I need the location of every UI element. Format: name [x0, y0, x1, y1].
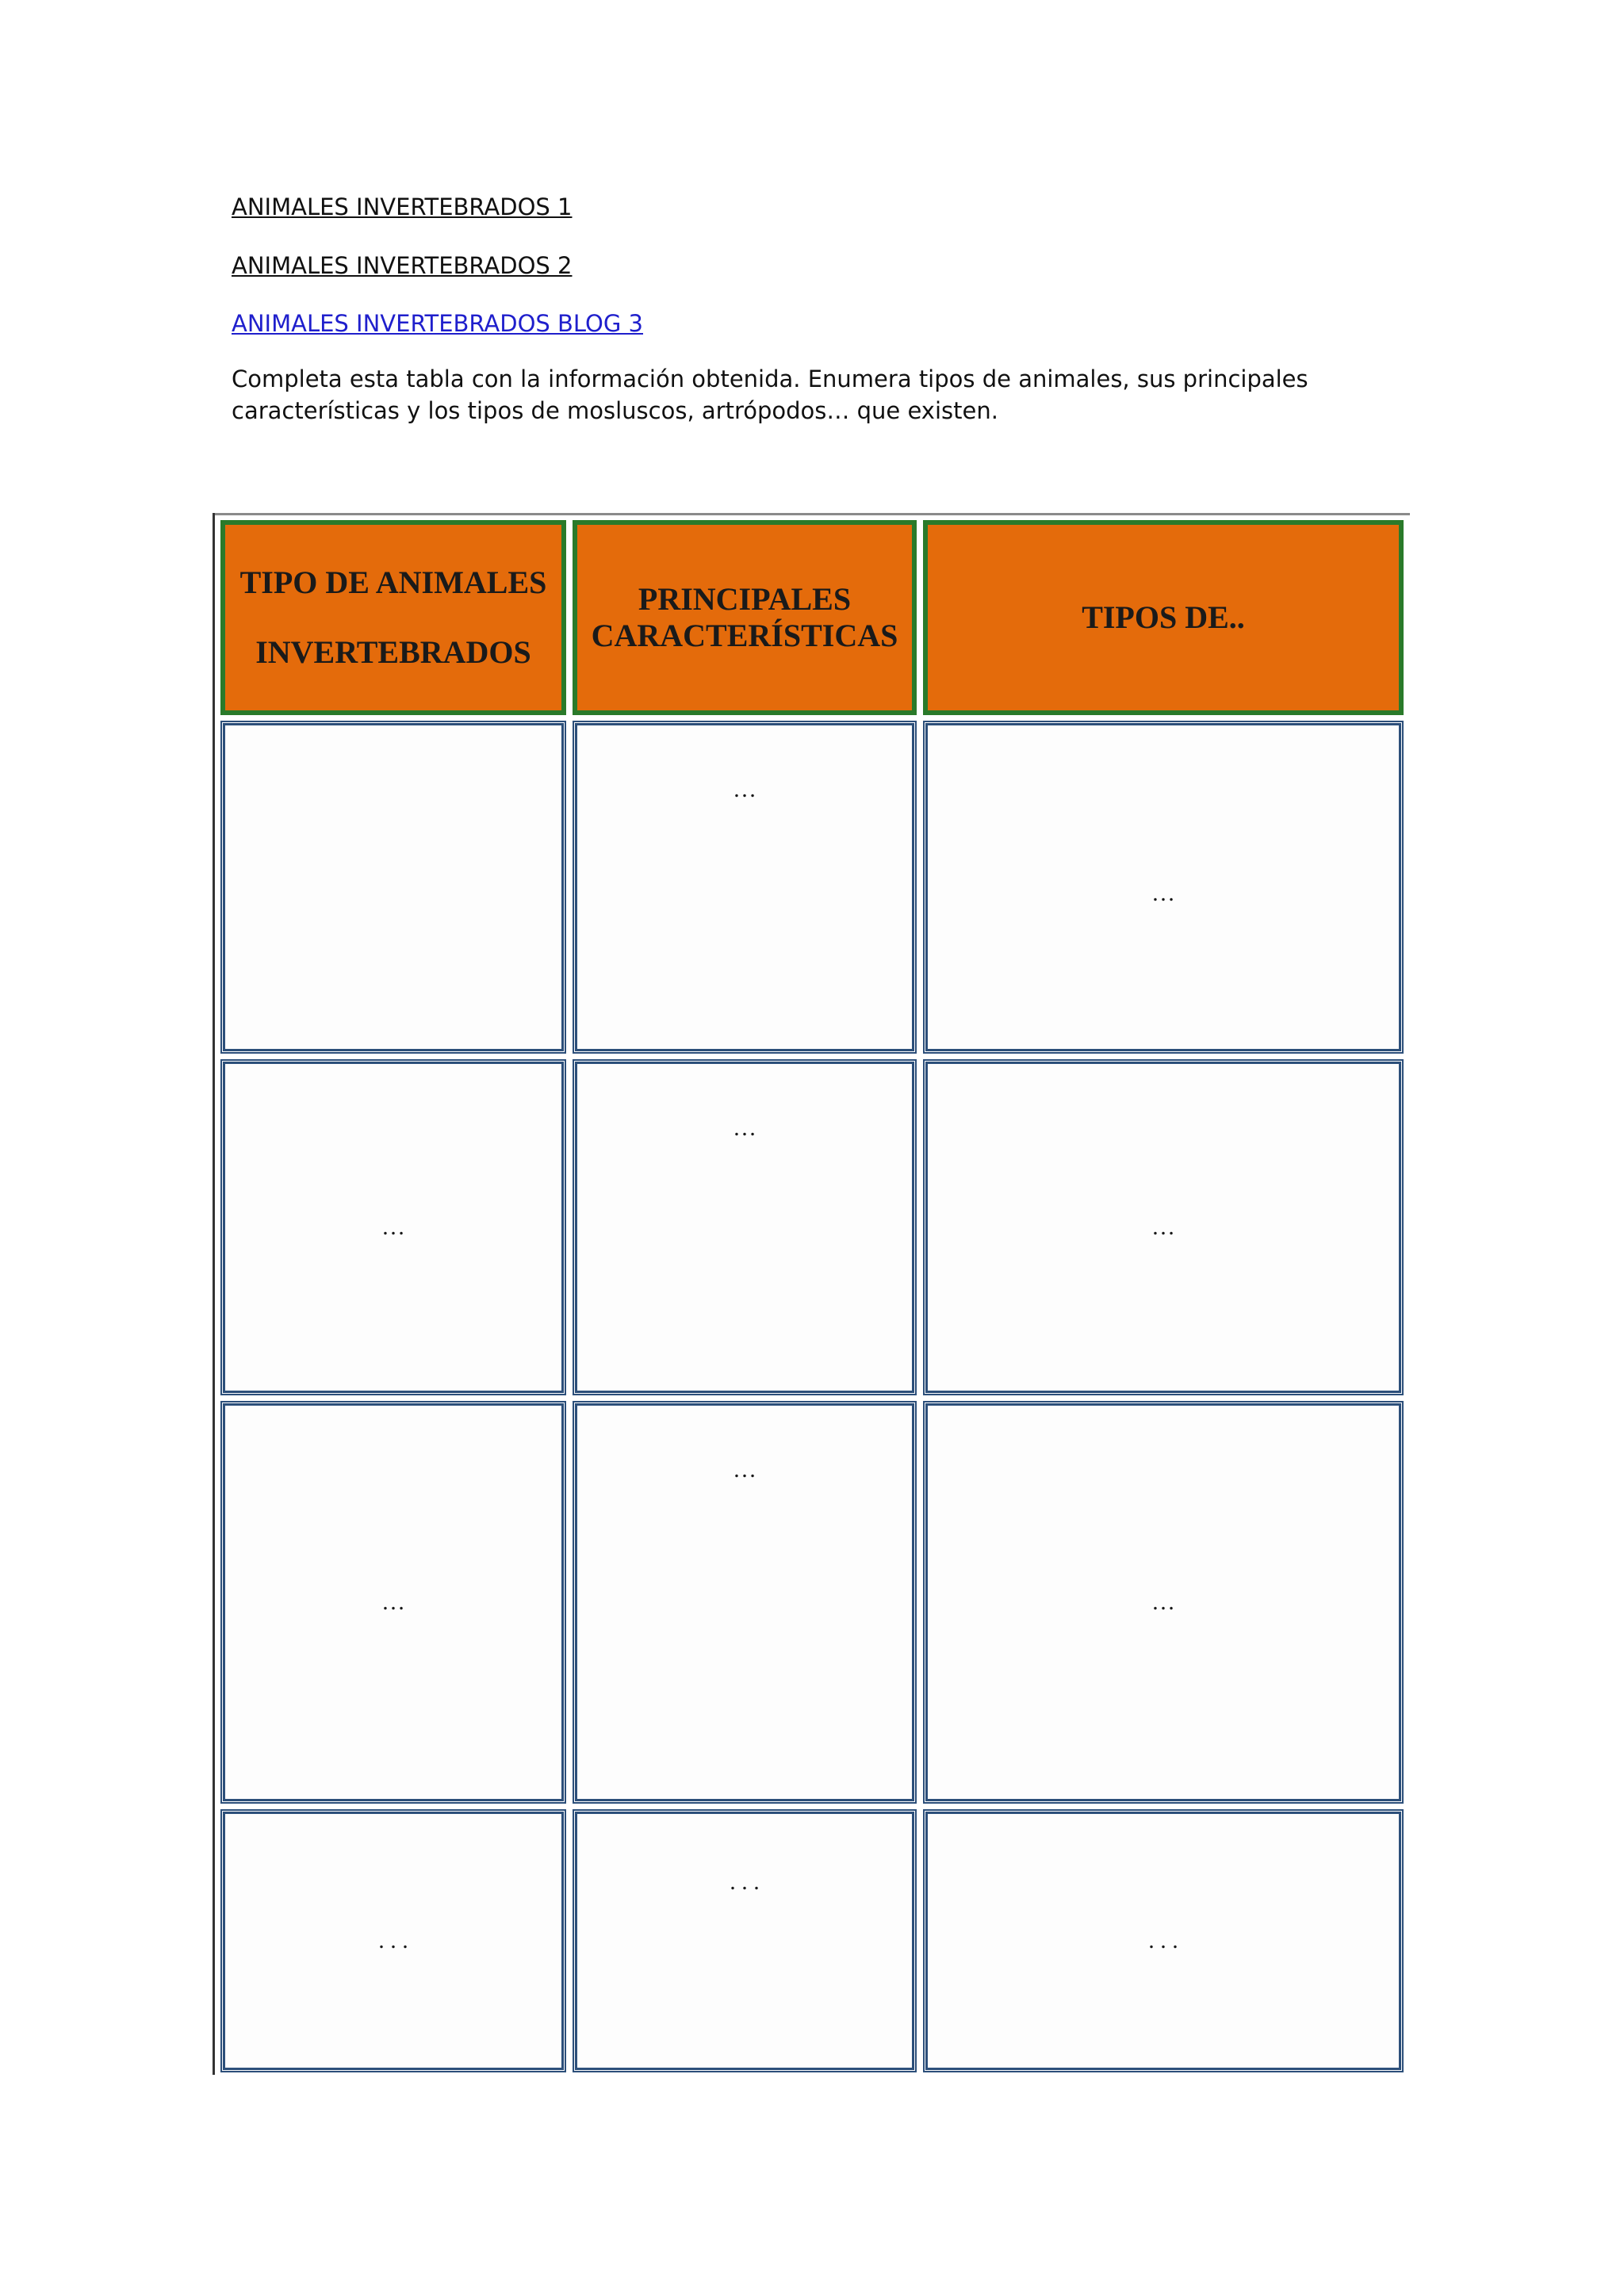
table-top-border — [213, 513, 1410, 515]
invertebrates-table — [213, 513, 1410, 2099]
table-cell-r1-c2 — [573, 721, 917, 1054]
cell-r2-c1-text: … — [381, 1214, 405, 1240]
cell-r2-c2-text: … — [733, 1115, 756, 1141]
header-tipo-line1: TIPO DE ANIMALES — [239, 564, 547, 600]
header-principales-line1: PRINCIPALES — [638, 581, 852, 617]
cell-r4-c3-text: . . . — [1148, 1927, 1178, 1954]
link-animales-invertebrados-blog-3[interactable]: ANIMALES INVERTEBRADOS BLOG 3 — [232, 310, 644, 337]
table-cell-r4-c2 — [573, 1809, 917, 2072]
cell-r4-c2-text: . . . — [730, 1869, 760, 1895]
table-left-border — [213, 513, 215, 2075]
table-cell-r3-c2 — [573, 1401, 917, 1804]
header-principales-caracteristicas — [573, 520, 917, 715]
table-cell-r2-c2 — [573, 1059, 917, 1395]
table-cell-r4-c3 — [923, 1809, 1404, 2072]
header-tipo-animales — [220, 520, 566, 715]
table-cell-r2-c1 — [220, 1059, 566, 1395]
cell-r1-c2-text: … — [733, 776, 756, 802]
header-tipos-de-label: TIPOS DE.. — [1082, 599, 1245, 635]
header-tipo-line2: INVERTEBRADOS — [255, 634, 531, 670]
cell-r3-c1-text: … — [381, 1589, 405, 1615]
header-tipos-de — [923, 520, 1404, 715]
link-animales-invertebrados-2[interactable]: ANIMALES INVERTEBRADOS 2 — [232, 252, 573, 279]
cell-r2-c3-text: … — [1151, 1214, 1175, 1240]
table-cell-r1-c3 — [923, 721, 1404, 1054]
cell-r3-c2-text: … — [733, 1456, 756, 1483]
header-principales-line2: CARACTERÍSTICAS — [591, 618, 898, 653]
table-cell-r3-c1 — [220, 1401, 566, 1804]
table-cell-r4-c1 — [220, 1809, 566, 2072]
cell-r1-c3-text: … — [1151, 880, 1175, 906]
table-cell-r1-c1 — [220, 721, 566, 1054]
cell-r4-c1-text: . . . — [378, 1927, 408, 1954]
table-cell-r2-c3 — [923, 1059, 1404, 1395]
link-animales-invertebrados-1[interactable]: ANIMALES INVERTEBRADOS 1 — [232, 193, 573, 220]
cell-r3-c3-text: … — [1151, 1589, 1175, 1615]
table-cell-r3-c3 — [923, 1401, 1404, 1804]
instructions-text: Completa esta tabla con la información obtenida. Enumera tipos de animales, sus principales características y los tipos de mosluscos, artrópodos… que existen. — [232, 365, 1308, 424]
